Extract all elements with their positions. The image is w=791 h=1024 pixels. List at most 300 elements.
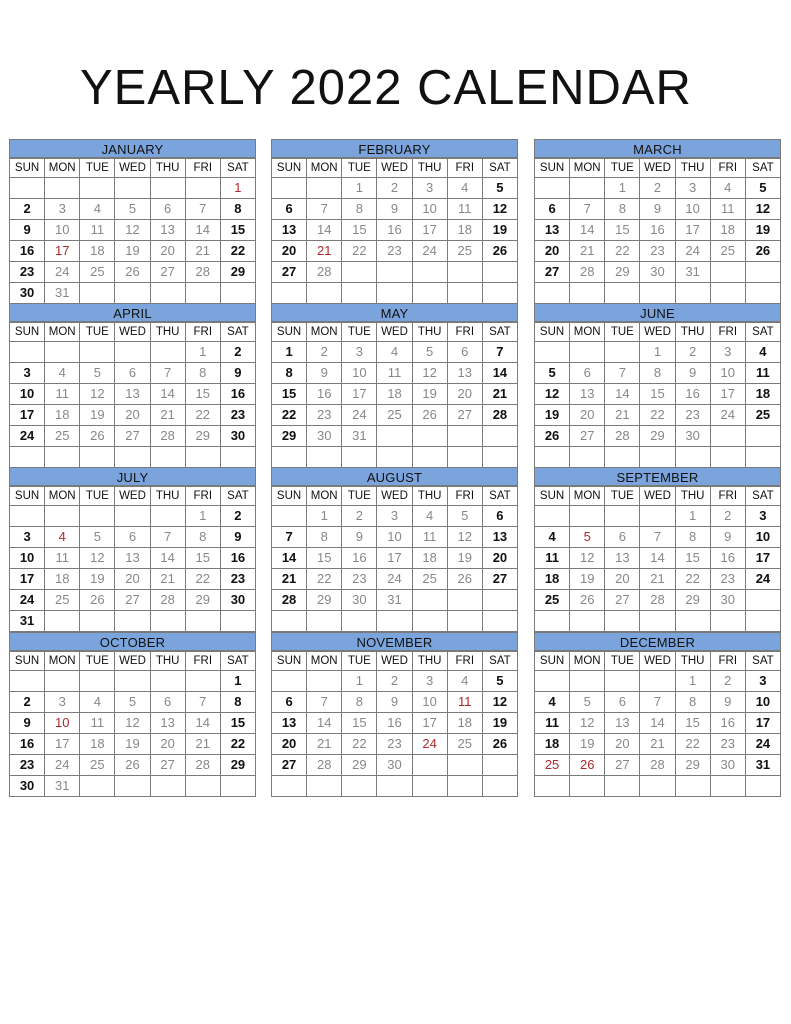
empty-cell <box>745 283 780 304</box>
day-cell: 13 <box>272 713 307 734</box>
empty-cell <box>482 590 517 611</box>
day-cell: 6 <box>150 692 185 713</box>
day-cell: 29 <box>185 426 220 447</box>
week-row <box>10 384 256 405</box>
day-cell: 22 <box>342 734 377 755</box>
week-row <box>10 569 256 590</box>
day-cell: 22 <box>185 569 220 590</box>
empty-cell <box>307 447 342 468</box>
day-cell: 9 <box>710 527 745 548</box>
empty-cell <box>272 506 307 527</box>
day-cell: 2 <box>342 506 377 527</box>
day-cell: 22 <box>640 405 675 426</box>
day-cell: 28 <box>150 426 185 447</box>
empty-cell <box>745 611 780 632</box>
day-cell: 6 <box>605 692 640 713</box>
week-row <box>535 384 781 405</box>
empty-cell <box>412 262 447 283</box>
week-row <box>535 199 781 220</box>
empty-cell <box>447 776 482 797</box>
month-december <box>534 632 781 797</box>
month-name: FEBRUARY <box>271 139 518 158</box>
day-cell: 11 <box>710 199 745 220</box>
week-row <box>535 671 781 692</box>
empty-cell <box>710 262 745 283</box>
day-cell: 21 <box>640 734 675 755</box>
day-cell: 29 <box>185 590 220 611</box>
day-cell: 17 <box>377 548 412 569</box>
day-cell: 2 <box>640 178 675 199</box>
day-cell: 16 <box>342 548 377 569</box>
week-row <box>10 713 256 734</box>
day-cell: 12 <box>535 384 570 405</box>
week-row <box>10 590 256 611</box>
week-row <box>272 506 518 527</box>
week-row <box>535 178 781 199</box>
weekday-label: WED <box>377 487 412 506</box>
day-cell: 9 <box>342 527 377 548</box>
day-cell: 7 <box>640 692 675 713</box>
empty-cell <box>307 776 342 797</box>
day-cell: 23 <box>377 734 412 755</box>
month-name: SEPTEMBER <box>534 467 781 486</box>
day-cell: 27 <box>605 755 640 776</box>
day-cell: 30 <box>220 590 255 611</box>
week-row <box>535 241 781 262</box>
day-cell: 17 <box>10 569 45 590</box>
empty-cell <box>377 447 412 468</box>
day-cell: 19 <box>482 220 517 241</box>
empty-cell <box>80 447 115 468</box>
empty-cell <box>377 776 412 797</box>
weekday-label: THU <box>675 652 710 671</box>
empty-cell <box>535 178 570 199</box>
day-cell: 20 <box>115 569 150 590</box>
day-cell: 18 <box>45 569 80 590</box>
day-cell: 5 <box>570 527 605 548</box>
day-cell: 6 <box>605 527 640 548</box>
day-cell: 7 <box>150 363 185 384</box>
day-cell: 20 <box>605 734 640 755</box>
day-cell: 6 <box>115 363 150 384</box>
week-row <box>272 590 518 611</box>
week-row <box>535 734 781 755</box>
day-cell: 8 <box>185 527 220 548</box>
day-cell: 24 <box>10 590 45 611</box>
day-cell: 30 <box>342 590 377 611</box>
empty-cell <box>150 447 185 468</box>
day-cell: 25 <box>447 734 482 755</box>
weekday-label: SAT <box>482 652 517 671</box>
day-cell: 27 <box>570 426 605 447</box>
day-cell: 4 <box>535 692 570 713</box>
weekday-label: THU <box>150 159 185 178</box>
day-cell: 1 <box>342 178 377 199</box>
day-cell: 9 <box>377 199 412 220</box>
week-row <box>272 342 518 363</box>
weekday-label: THU <box>675 159 710 178</box>
empty-cell <box>570 342 605 363</box>
weekday-label: MON <box>307 652 342 671</box>
empty-cell <box>412 447 447 468</box>
weekday-label: SUN <box>272 487 307 506</box>
empty-cell <box>342 283 377 304</box>
week-row <box>272 405 518 426</box>
weekday-label: SAT <box>220 159 255 178</box>
month-table <box>534 158 781 304</box>
day-cell: 24 <box>675 241 710 262</box>
empty-cell <box>535 776 570 797</box>
week-row <box>10 178 256 199</box>
day-cell: 18 <box>447 713 482 734</box>
day-cell: 15 <box>185 384 220 405</box>
week-row <box>10 405 256 426</box>
week-row <box>535 548 781 569</box>
month-name: JUNE <box>534 303 781 322</box>
weekday-label: TUE <box>605 652 640 671</box>
week-row <box>10 671 256 692</box>
day-cell: 16 <box>220 384 255 405</box>
empty-cell <box>185 671 220 692</box>
day-cell: 28 <box>640 590 675 611</box>
weekday-label: TUE <box>342 487 377 506</box>
day-cell: 24 <box>412 734 447 755</box>
month-name: NOVEMBER <box>271 632 518 651</box>
day-cell: 23 <box>675 405 710 426</box>
week-row <box>10 611 256 632</box>
weekday-label: TUE <box>80 652 115 671</box>
day-cell: 24 <box>10 426 45 447</box>
weekday-label: TUE <box>80 159 115 178</box>
day-cell: 24 <box>342 405 377 426</box>
day-cell: 22 <box>185 405 220 426</box>
week-row <box>272 241 518 262</box>
weekday-label: SUN <box>272 323 307 342</box>
day-cell: 7 <box>150 527 185 548</box>
weekday-label: SUN <box>10 652 45 671</box>
week-row <box>272 734 518 755</box>
day-cell: 16 <box>710 548 745 569</box>
day-cell: 30 <box>10 283 45 304</box>
day-cell: 5 <box>115 199 150 220</box>
day-cell: 30 <box>710 755 745 776</box>
week-row <box>10 426 256 447</box>
day-cell: 7 <box>272 527 307 548</box>
day-cell: 29 <box>307 590 342 611</box>
empty-cell <box>640 776 675 797</box>
day-cell: 13 <box>482 527 517 548</box>
week-row <box>272 220 518 241</box>
empty-cell <box>640 447 675 468</box>
day-cell: 3 <box>377 506 412 527</box>
empty-cell <box>45 178 80 199</box>
day-cell: 21 <box>150 405 185 426</box>
day-cell: 10 <box>10 384 45 405</box>
week-row <box>272 283 518 304</box>
empty-cell <box>220 776 255 797</box>
day-cell: 5 <box>80 363 115 384</box>
week-row <box>272 713 518 734</box>
day-cell: 25 <box>377 405 412 426</box>
day-cell: 18 <box>45 405 80 426</box>
day-cell: 15 <box>307 548 342 569</box>
day-cell: 20 <box>535 241 570 262</box>
day-cell: 4 <box>710 178 745 199</box>
weekday-label: WED <box>115 652 150 671</box>
week-row <box>10 506 256 527</box>
day-cell: 16 <box>220 548 255 569</box>
day-cell: 9 <box>377 692 412 713</box>
day-cell: 5 <box>745 178 780 199</box>
day-cell: 17 <box>10 405 45 426</box>
day-cell: 18 <box>535 734 570 755</box>
weekday-label: THU <box>412 652 447 671</box>
day-cell: 8 <box>675 527 710 548</box>
weekday-label: SAT <box>220 652 255 671</box>
weekday-label: FRI <box>710 652 745 671</box>
day-cell: 4 <box>45 363 80 384</box>
day-cell: 19 <box>535 405 570 426</box>
week-row <box>535 590 781 611</box>
day-cell: 18 <box>80 734 115 755</box>
day-cell: 3 <box>710 342 745 363</box>
weekday-label: SAT <box>745 487 780 506</box>
empty-cell <box>675 447 710 468</box>
weekday-label: SAT <box>482 159 517 178</box>
day-cell: 16 <box>377 713 412 734</box>
day-cell: 17 <box>45 241 80 262</box>
week-row <box>272 611 518 632</box>
week-row <box>10 342 256 363</box>
day-cell: 8 <box>220 692 255 713</box>
day-cell: 21 <box>605 405 640 426</box>
weekday-label: WED <box>115 323 150 342</box>
day-cell: 16 <box>640 220 675 241</box>
day-cell: 22 <box>272 405 307 426</box>
day-cell: 3 <box>45 199 80 220</box>
week-row <box>535 527 781 548</box>
day-cell: 3 <box>745 506 780 527</box>
day-cell: 6 <box>272 692 307 713</box>
empty-cell <box>307 611 342 632</box>
day-cell: 22 <box>675 569 710 590</box>
day-cell: 23 <box>10 755 45 776</box>
empty-cell <box>710 283 745 304</box>
weekday-label: WED <box>640 652 675 671</box>
day-cell: 14 <box>185 713 220 734</box>
week-row <box>10 262 256 283</box>
weekday-label: TUE <box>605 323 640 342</box>
empty-cell <box>535 671 570 692</box>
day-cell: 6 <box>115 527 150 548</box>
empty-cell <box>342 611 377 632</box>
day-cell: 25 <box>710 241 745 262</box>
day-cell: 22 <box>220 734 255 755</box>
day-cell: 27 <box>272 755 307 776</box>
day-cell: 15 <box>272 384 307 405</box>
empty-cell <box>150 283 185 304</box>
weekday-label: FRI <box>710 159 745 178</box>
empty-cell <box>640 611 675 632</box>
day-cell: 2 <box>710 506 745 527</box>
day-cell: 14 <box>185 220 220 241</box>
empty-cell <box>272 178 307 199</box>
day-cell: 24 <box>412 241 447 262</box>
day-cell: 11 <box>745 363 780 384</box>
day-cell: 9 <box>675 363 710 384</box>
day-cell: 14 <box>150 548 185 569</box>
week-row <box>10 447 256 468</box>
empty-cell <box>150 178 185 199</box>
weekday-label: SUN <box>535 652 570 671</box>
empty-cell <box>745 776 780 797</box>
empty-cell <box>272 447 307 468</box>
day-cell: 27 <box>115 426 150 447</box>
weekday-label: SAT <box>220 323 255 342</box>
empty-cell <box>675 776 710 797</box>
empty-cell <box>710 776 745 797</box>
day-cell: 20 <box>447 384 482 405</box>
month-table <box>9 158 256 304</box>
empty-cell <box>570 447 605 468</box>
month-table <box>534 322 781 468</box>
day-cell: 13 <box>115 548 150 569</box>
month-july <box>9 467 256 632</box>
empty-cell <box>675 283 710 304</box>
day-cell: 17 <box>745 713 780 734</box>
empty-cell <box>482 262 517 283</box>
day-cell: 21 <box>272 569 307 590</box>
empty-cell <box>570 776 605 797</box>
month-may <box>271 303 518 468</box>
day-cell: 19 <box>570 734 605 755</box>
weekday-label: MON <box>570 323 605 342</box>
day-cell: 1 <box>640 342 675 363</box>
empty-cell <box>447 447 482 468</box>
empty-cell <box>10 342 45 363</box>
week-row <box>10 527 256 548</box>
weekday-label: TUE <box>342 323 377 342</box>
weekday-label: THU <box>675 323 710 342</box>
month-table <box>9 651 256 797</box>
day-cell: 1 <box>220 178 255 199</box>
empty-cell <box>412 776 447 797</box>
day-cell: 21 <box>482 384 517 405</box>
week-row <box>535 426 781 447</box>
weekday-label: MON <box>570 652 605 671</box>
day-cell: 25 <box>447 241 482 262</box>
weekday-label: SUN <box>10 487 45 506</box>
day-cell: 4 <box>447 178 482 199</box>
empty-cell <box>80 611 115 632</box>
empty-cell <box>535 611 570 632</box>
day-cell: 8 <box>342 692 377 713</box>
day-cell: 13 <box>447 363 482 384</box>
weekday-label: FRI <box>185 159 220 178</box>
day-cell: 14 <box>272 548 307 569</box>
weekday-label: MON <box>45 159 80 178</box>
empty-cell <box>482 426 517 447</box>
day-cell: 28 <box>640 755 675 776</box>
day-cell: 18 <box>80 241 115 262</box>
empty-cell <box>272 671 307 692</box>
day-cell: 26 <box>570 755 605 776</box>
day-cell: 15 <box>220 220 255 241</box>
day-cell: 11 <box>447 692 482 713</box>
day-cell: 9 <box>220 527 255 548</box>
day-cell: 26 <box>447 569 482 590</box>
day-cell: 12 <box>570 548 605 569</box>
month-august <box>271 467 518 632</box>
week-row <box>535 755 781 776</box>
empty-cell <box>80 178 115 199</box>
day-cell: 12 <box>447 527 482 548</box>
day-cell: 12 <box>80 384 115 405</box>
day-cell: 6 <box>570 363 605 384</box>
month-name: OCTOBER <box>9 632 256 651</box>
week-row <box>535 569 781 590</box>
day-cell: 6 <box>482 506 517 527</box>
month-table <box>9 486 256 632</box>
day-cell: 10 <box>675 199 710 220</box>
day-cell: 3 <box>412 671 447 692</box>
day-cell: 28 <box>570 262 605 283</box>
day-cell: 23 <box>710 734 745 755</box>
week-row <box>10 241 256 262</box>
day-cell: 10 <box>377 527 412 548</box>
empty-cell <box>342 447 377 468</box>
week-row <box>272 447 518 468</box>
day-cell: 26 <box>115 262 150 283</box>
empty-cell <box>535 506 570 527</box>
day-cell: 31 <box>377 590 412 611</box>
page-title: YEARLY 2022 CALENDAR <box>80 61 692 115</box>
day-cell: 23 <box>377 241 412 262</box>
weekday-label: MON <box>307 159 342 178</box>
day-cell: 24 <box>745 569 780 590</box>
day-cell: 11 <box>45 384 80 405</box>
day-cell: 30 <box>710 590 745 611</box>
empty-cell <box>640 671 675 692</box>
day-cell: 26 <box>412 405 447 426</box>
weekday-label: MON <box>307 487 342 506</box>
day-cell: 28 <box>185 755 220 776</box>
empty-cell <box>605 776 640 797</box>
month-name: MARCH <box>534 139 781 158</box>
day-cell: 24 <box>45 755 80 776</box>
day-cell: 10 <box>412 199 447 220</box>
day-cell: 10 <box>745 527 780 548</box>
empty-cell <box>272 283 307 304</box>
week-row <box>535 262 781 283</box>
empty-cell <box>377 426 412 447</box>
day-cell: 25 <box>745 405 780 426</box>
weekday-label: FRI <box>447 487 482 506</box>
weekday-label: THU <box>675 487 710 506</box>
empty-cell <box>342 262 377 283</box>
day-cell: 26 <box>80 590 115 611</box>
day-cell: 2 <box>377 671 412 692</box>
day-cell: 23 <box>307 405 342 426</box>
day-cell: 1 <box>272 342 307 363</box>
weekday-label: TUE <box>342 652 377 671</box>
day-cell: 17 <box>710 384 745 405</box>
day-cell: 3 <box>412 178 447 199</box>
weekday-label: FRI <box>185 652 220 671</box>
day-cell: 30 <box>10 776 45 797</box>
day-cell: 31 <box>342 426 377 447</box>
day-cell: 23 <box>342 569 377 590</box>
